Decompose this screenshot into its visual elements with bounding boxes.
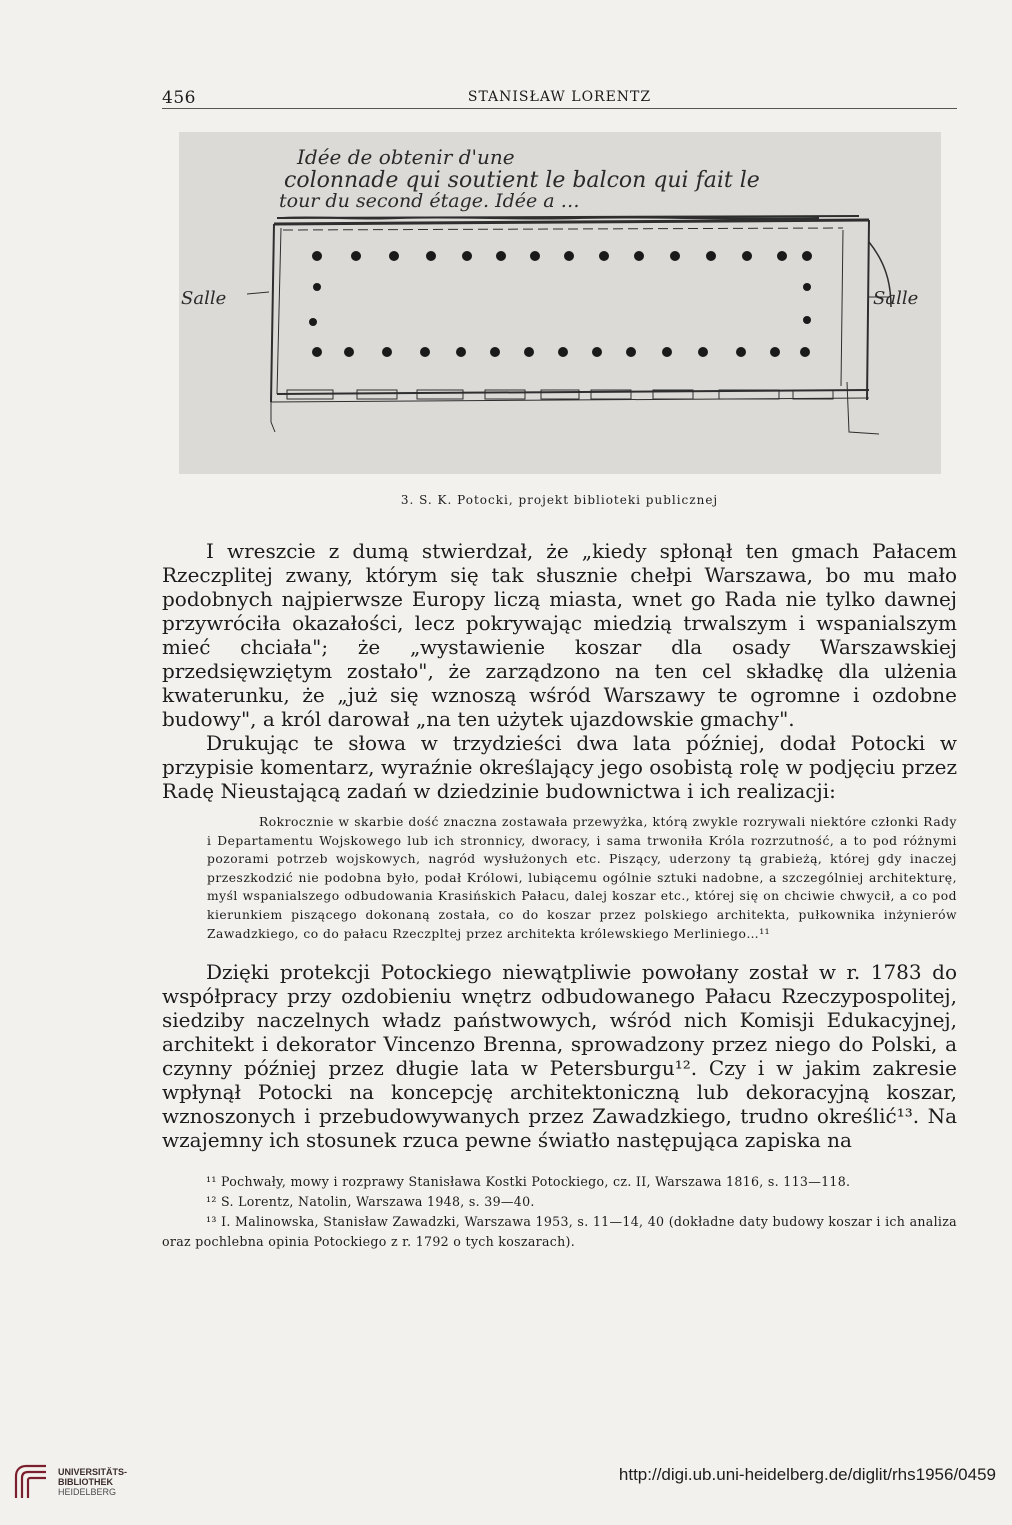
quote-text: Rokrocznie w skarbie dość znaczna zostawała przewyżka, którą zwykle rozrywali niektóre członki Rady i Departamentu Wojskowego lub ich stronnicy, dworacy, i sama trwoniła Króla rozrzutność, a to pod różnymi pozorami potrzeb wojskowych, nagród wysłużonych etc. Piszący, uderzony tą grabieżą, której gdy inaczej przeszkodzić nie podobna było, podał Królowi, lubiącemu ogólnie sztuki nadobne, a szczególniej architekturę, myśl wspanialszego odbudowania Krasińskich Pałacu, dalej koszar etc., której się on chciwie chwycił, a co pod kierunkiem piszącego dokonaną została, co do koszar przez polskiego architekta, pułkownika inżynierów Zawadzkiego, co do pałacu Rzeczpltej przez architekta królewskiego Merliniego…¹¹ <box>207 815 957 941</box>
body-paragraph-3 <box>162 960 957 1152</box>
margin-label-right: Salle <box>873 288 919 309</box>
paragraph: I wreszcie z dumą stwierdzał, że „kiedy spłonął ten gmach Pałacem Rzeczplitej zwany, którym się tak słusznie chełpi Warszawa, bo mu mało podobnych najpierwsze Europy liczą miasta, wnet go Rada nie tylko dawnej przywróciła okazałości, lecz pokrywając miedzią trwalszym i wspanialszym mieć chciała"; że „wystawienie koszar dla osady Warszawskiej przedsięwziętym zostało", że zarządzono na ten cel składkę dla ulżenia kwaterunku, że „już się wznoszą wśród Warszawy te ogromne i ozdobne budowy", a król darował „na ten użytek ujazdowskie gmachy". <box>162 539 957 731</box>
running-head: STANISŁAW LORENTZ <box>467 89 652 105</box>
library-name-line: UNIVERSITÄTS- <box>58 1467 128 1477</box>
page-header <box>162 86 957 109</box>
margin-label-left: Salle <box>181 288 227 309</box>
footnotes <box>162 1172 957 1252</box>
handwriting-line-3: tour du second étage. Idée a … <box>279 190 580 212</box>
block-quote <box>207 813 957 943</box>
body-paragraphs <box>162 539 957 803</box>
figure-caption: 3. S. K. Potocki, projekt biblioteki publicznej <box>400 493 719 507</box>
footnote: ¹² S. Lorentz, Natolin, Warszawa 1948, s. 39—40. <box>206 1194 535 1209</box>
library-plan-sketch <box>179 132 941 474</box>
library-name-line: BIBLIOTHEK <box>58 1477 113 1487</box>
library-logo-icon <box>12 1462 52 1502</box>
paragraph: Dzięki protekcji Potockiego niewątpliwie powołany został w r. 1783 do współpracy przy ozdobieniu wnętrz odbudowanego Pałacu Rzeczypospolitej, siedziby naczelnych władz państwowych, wśród nich Komisji Edukacyjnej, architekt i dekorator Vincenzo Brenna, sprowadzony przez niego do Polski, a czynny później przez długie lata w Petersburgu¹². Czy i w jakim zakresie wpłynął Potocki na koncepcję architektoniczną lub dekoracyjną koszar, wznoszonych i przebudowywanych przez Zawadzkiego, trudno określić¹³. Na wzajemny ich stosunek rzuca pewne światło następująca zapiska na <box>162 960 957 1152</box>
digitization-footer <box>0 1452 1012 1525</box>
figure-sketch <box>179 132 941 474</box>
page-number: 456 <box>162 88 196 108</box>
library-name <box>58 1467 127 1497</box>
source-url-link[interactable]: http://digi.ub.uni-heidelberg.de/diglit/rhs1956/0459 <box>618 1465 996 1484</box>
footnote: ¹¹ Pochwały, mowy i rozprawy Stanisława Kostki Potockiego, cz. II, Warszawa 1816, s. 113—118. <box>206 1174 851 1189</box>
handwriting-line-2: colonnade qui soutient le balcon qui fait le <box>284 168 760 193</box>
library-name-line: HEIDELBERG <box>58 1487 117 1497</box>
footnote: ¹³ I. Malinowska, Stanisław Zawadzki, Warszawa 1953, s. 11—14, 40 (dokładne daty budowy koszar i ich analiza oraz pochlebna opinia Potockiego z r. 1792 o tych koszarach). <box>162 1214 957 1249</box>
paragraph: Drukując te słowa w trzydzieści dwa lata później, dodał Potocki w przypisie komentarz, wyraźnie określający jego osobistą rolę w podjęciu przez Radę Nieustającą zadań w dziedzinie budownictwa i ich realizacji: <box>162 731 957 803</box>
handwriting-line-1: Idée de obtenir d'une <box>297 145 515 169</box>
